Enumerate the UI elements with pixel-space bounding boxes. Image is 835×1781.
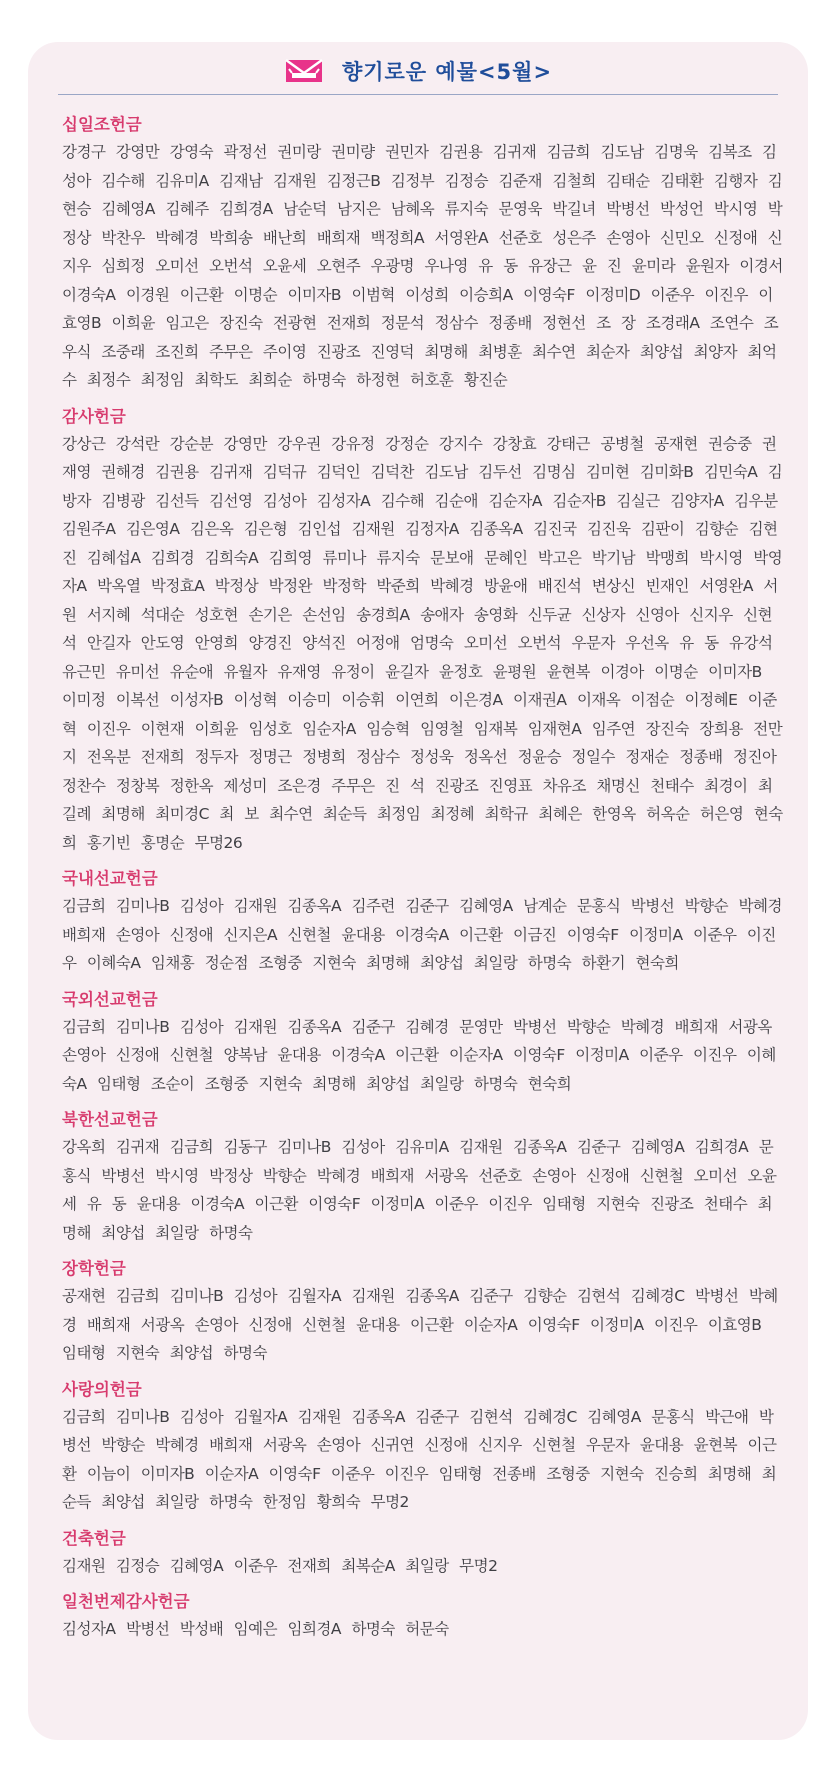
donor-names: 김성자A 박병선 박성배 임예은 임희경A 하명숙 허문숙 <box>62 1620 449 1638</box>
section-tithe <box>62 112 784 395</box>
header <box>28 42 808 100</box>
donor-names: 김금희 김미나B 김성아 김월자A 김재원 김종옥A 김준구 김현석 김혜경C 김혜영A 문홍식 박근애 박병선 박향순 박혜경 배희재 서광옥 손영아 신귀연 신정애 신지우 신현철 우문자 윤대용 윤현복 이근환 이늠이 이미자B 이순자A 이영숙F 이준우 이진우 임태형 전종배 조형중 지현숙 진승희 최명해 최순득 최양섭 최일랑 하명숙 한정임 황희숙 무명2 <box>62 1407 777 1511</box>
section-title: 국내선교헌금 <box>62 869 158 888</box>
section-title: 건축헌금 <box>62 1528 126 1548</box>
section-north-korea-mission <box>62 1107 784 1247</box>
section-scholarship <box>62 1256 784 1368</box>
section-title: 사랑의헌금 <box>62 1379 142 1399</box>
donor-names: 김금희 김미나B 김성아 김재원 김종옥A 김주련 김준구 김혜영A 남계순 문홍식 박병선 박향순 박혜경 배희재 손영아 신정애 신지은A 신현철 윤대용 이경숙A 이근환 이금진 이영숙F 이정미A 이준우 이진우 이혜숙A 임채홍 정순점 조형중 지현숙 최명해 최양섭 최일랑 하명숙 하환기 현숙희 <box>62 897 782 972</box>
header-divider <box>58 94 778 95</box>
gift-envelope-icon <box>284 56 324 86</box>
section-overseas-mission <box>62 987 784 1099</box>
section-love <box>62 1377 784 1517</box>
donor-names: 공재현 김금희 김미나B 김성아 김월자A 김재원 김종옥A 김준구 김향순 김현석 김혜경C 박병선 박혜경 배희재 서광옥 손영아 신정애 신현철 윤대용 이근환 이순자A 이영숙F 이정미A 이진우 이효영B 임태형 지현숙 최양섭 하명숙 <box>62 1287 778 1362</box>
page-title: 향기로운 예물<5월> <box>341 60 553 84</box>
section-domestic-mission <box>62 866 784 978</box>
section-thanksgiving <box>62 404 784 858</box>
section-title: 감사헌금 <box>62 406 126 426</box>
donor-names: 김금희 김미나B 김성아 김재원 김종옥A 김준구 김혜경 문영만 박병선 박향순 박혜경 배희재 서광옥 손영아 신정애 신현철 양복남 윤대용 이경숙A 이근환 이순자A 이영숙F 이정미A 이준우 이진우 이혜숙A 임태형 조순이 조형중 지현숙 최명해 최양섭 최일랑 하명숙 현숙희 <box>62 1017 776 1093</box>
donor-names: 강옥희 김귀재 김금희 김동구 김미나B 김성아 김유미A 김재원 김종옥A 김준구 김혜영A 김희경A 문홍식 박병선 박시영 박정상 박향순 박혜경 배희재 서광옥 선준호 손영아 신정애 신현철 오미선 오윤세 유 동 윤대용 이경숙A 이근환 이영숙F 이정미A 이준우 이진우 임태형 지현숙 진광조 천태수 최명해 최양섭 최일랑 하명숙 <box>62 1138 777 1242</box>
offering-card <box>28 42 808 1740</box>
donor-names: 강상근 강석란 강순분 강영만 강우권 강유정 강정순 강지수 강창효 강태근 공병철 공재현 권승중 권재영 권해경 김권용 김귀재 김덕규 김덕인 김덕찬 김도남 김두선 김명심 김미현 김미화B 김민숙A 김방자 김병광 김선득 김선영 김성아 김성자A 김수해 김순애 김순자A 김순자B 김실근 김양자A 김우분 김원주A 김은영A 김은옥 김은형 김인섭 김재원 김정자A 김종옥A 김진국 김진욱 김판이 김향순 김현진 김혜섭A 김희경 김희숙A 김희영 류미나 류지숙 문보애 문혜인 박고은 박기남 박맹희 박시영 박영자A 박옥열 박정효A 박정상 박정완 박정학 박준희 박혜경 방윤애 배진석 변상신 빈재인 서영완A 서 원 서지혜 석대순 성호현 손기은 손선임 송경희A 송애자 송영화 신두균 신상자 신영아 신지우 신현석 안길자 안도영 안영희 양경진 양석진 어정애 엄명숙 오미선 오번석 우문자 우선옥 유 동 유강석 유근민 유미선 유순애 유월자 유재영 유정이 윤길자 윤정호 윤평원 윤현복 이경아 이명순 이미자B 이미정 이복선 이성자B 이성혁 이승미 이승휘 이연희 이은경A 이재권A 이재옥 이점순 이정혜E 이준혁 이진우 이현재 이희윤 임성호 임순자A 임승혁 임영철 임재복 임재현A 임주연 장진숙 장희용 전만지 전옥분 전재희 정두자 정명근 정병희 정삼수 정성욱 정옥선 정윤승 정일수 정재순 정종배 정진아 정찬수 정창복 정한옥 제성미 조은경 주무은 진 석 진광조 진영표 차유조 채명신 천태수 최경이 최길례 최명해 최미경C 최 보 최수연 최순득 최정임 최정혜 최학규 최혜은 한영옥 허옥순 허은영 현숙희 홍기빈 홍명순 무명26 <box>62 434 783 852</box>
section-title: 북한선교헌금 <box>62 1110 158 1129</box>
section-building <box>62 1526 784 1581</box>
section-title: 국외선교헌금 <box>62 989 158 1009</box>
section-title: 장학헌금 <box>62 1259 126 1278</box>
sections-list <box>62 108 784 1653</box>
donor-names: 김재원 김정승 김혜영A 이준우 전재희 최복순A 최일랑 무명2 <box>62 1556 498 1575</box>
section-title: 십일조헌금 <box>62 115 142 134</box>
donor-names: 강경구 강영만 강영숙 곽정선 권미랑 권미량 권민자 김권용 김귀재 김금희 김도남 김명욱 김복조 김성아 김수해 김유미A 김재남 김재원 김정근B 김정부 김정승 김준재 김철희 김태순 김태환 김행자 김현승 김혜영A 김혜주 김희경A 남순덕 남지은 남혜옥 류지숙 문영욱 박길녀 박병선 박성언 박시영 박정상 박찬우 박혜경 박희송 배난희 배희재 백정희A 서영완A 선준호 성은주 손영아 신민오 신정애 신지우 심희정 오미선 오번석 오윤세 오현주 우광명 우나영 유 동 유장근 윤 진 윤미라 윤원자 이경서 이경숙A 이경원 이근환 이명순 이미자B 이범혁 이성희 이승희A 이영숙F 이정미D 이준우 이진우 이효영B 이희윤 임고은 장진숙 전광현 전재희 정문석 정삼수 정종배 정현선 조 장 조경래A 조연수 조우식 조중래 조진희 주무은 주이영 진광조 진영덕 최명해 최병훈 최수연 최순자 최양섭 최양자 최억수 최정수 최정임 최학도 최희순 하명숙 하정현 허호훈 황진순 <box>62 143 783 389</box>
section-title: 일천번제감사헌금 <box>62 1592 190 1611</box>
section-thousand-offering <box>62 1589 784 1644</box>
